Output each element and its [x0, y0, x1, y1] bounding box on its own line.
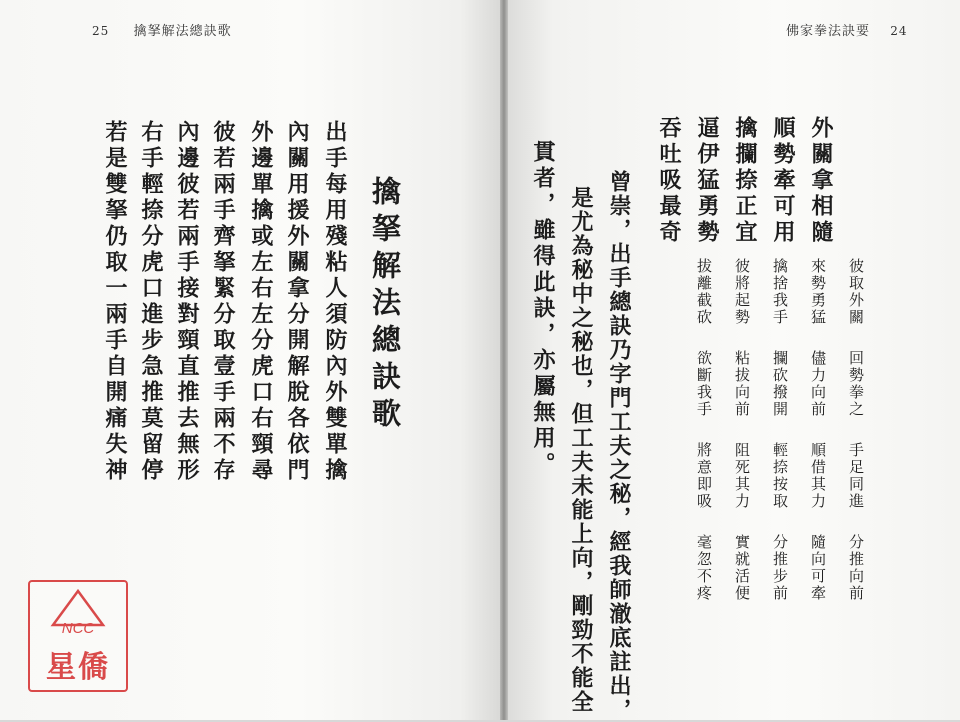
commentary-line: 貫者，雖得此訣，亦屬無用。 [530, 140, 556, 478]
verse-note: 來勢勇猛 [809, 258, 827, 326]
verse-note: 分推向前 [847, 534, 865, 602]
verse-second-line: 分開解脫各依門 [284, 302, 310, 484]
right-page [508, 0, 960, 720]
verse-main-line: 擒攔捺正宜 [732, 116, 758, 246]
stamp-latin-text: NCC [61, 620, 95, 637]
stamp-chinese-text: 星僑 [46, 650, 110, 685]
verse-first-line: 右手輕捺分虎口 [138, 120, 164, 302]
commentary-line: 是尤為秘中之秘也，但工夫未能上向，剛勁不能全 [568, 186, 594, 714]
verse-note: 將意即吸 [695, 442, 713, 510]
poem-heading: 擒拏解法總訣歌 [368, 176, 402, 435]
verse-note: 隨向可牽 [809, 534, 827, 602]
verse-first-line: 內邊彼若兩手接 [174, 120, 200, 302]
verse-first-line: 外邊單擒或左右 [248, 120, 274, 302]
verse-note: 回勢拳之 [847, 350, 865, 418]
verse-note: 彼將起勢 [733, 258, 751, 326]
verse-second-line: 進步急推莫留停 [138, 302, 164, 484]
verse-note: 手足同進 [847, 442, 865, 510]
left-running-head [92, 20, 232, 39]
verse-note: 攔砍撥開 [771, 350, 789, 418]
verse-note: 彼取外關 [847, 258, 865, 326]
verse-main-line: 逼伊猛勇勢 [694, 116, 720, 246]
verse-second-line: 須防內外雙單擒 [322, 302, 348, 484]
verse-first-line: 彼若兩手齊拏緊 [210, 120, 236, 302]
commentary-line: 曾崇，出手總訣乃字門工夫之秘，經我師澈底註出， [606, 170, 632, 722]
ncc-stamp [28, 580, 128, 692]
verse-main-line: 外關拿相隨 [808, 116, 834, 246]
verse-second-line: 分取壹手兩不存 [210, 302, 236, 484]
right-page-number: 24 [890, 24, 908, 38]
verse-first-line: 若是雙拏仍取一 [102, 120, 128, 302]
verse-note: 儘力向前 [809, 350, 827, 418]
verse-note: 毫忽不疼 [695, 534, 713, 602]
verse-note: 欲斷我手 [695, 350, 713, 418]
verse-second-line: 對頸直推去無形 [174, 302, 200, 484]
verse-first-line: 內關用援外關拿 [284, 120, 310, 302]
right-running-title: 佛家拳法訣要 [786, 24, 871, 39]
verse-note: 粘拔向前 [733, 350, 751, 418]
verse-main-line: 吞吐吸最奇 [656, 116, 682, 246]
left-page-number: 25 [92, 24, 110, 38]
book-gutter [500, 0, 508, 720]
verse-note: 分推步前 [771, 534, 789, 602]
verse-first-line: 出手每用殘粘人 [322, 120, 348, 302]
verse-note: 實就活便 [733, 534, 751, 602]
verse-second-line: 左分虎口右頸尋 [248, 302, 274, 484]
verse-note: 拔離截砍 [695, 258, 713, 326]
verse-main-line: 順勢牽可用 [770, 116, 796, 246]
right-running-head [786, 20, 908, 39]
verse-second-line: 兩手自開痛失神 [102, 302, 128, 484]
verse-note: 輕捺按取 [771, 442, 789, 510]
verse-note: 擒捨我手 [771, 258, 789, 326]
left-running-title: 擒拏解法總訣歌 [133, 24, 232, 39]
verse-note: 阻死其力 [733, 442, 751, 510]
verse-note: 順借其力 [809, 442, 827, 510]
